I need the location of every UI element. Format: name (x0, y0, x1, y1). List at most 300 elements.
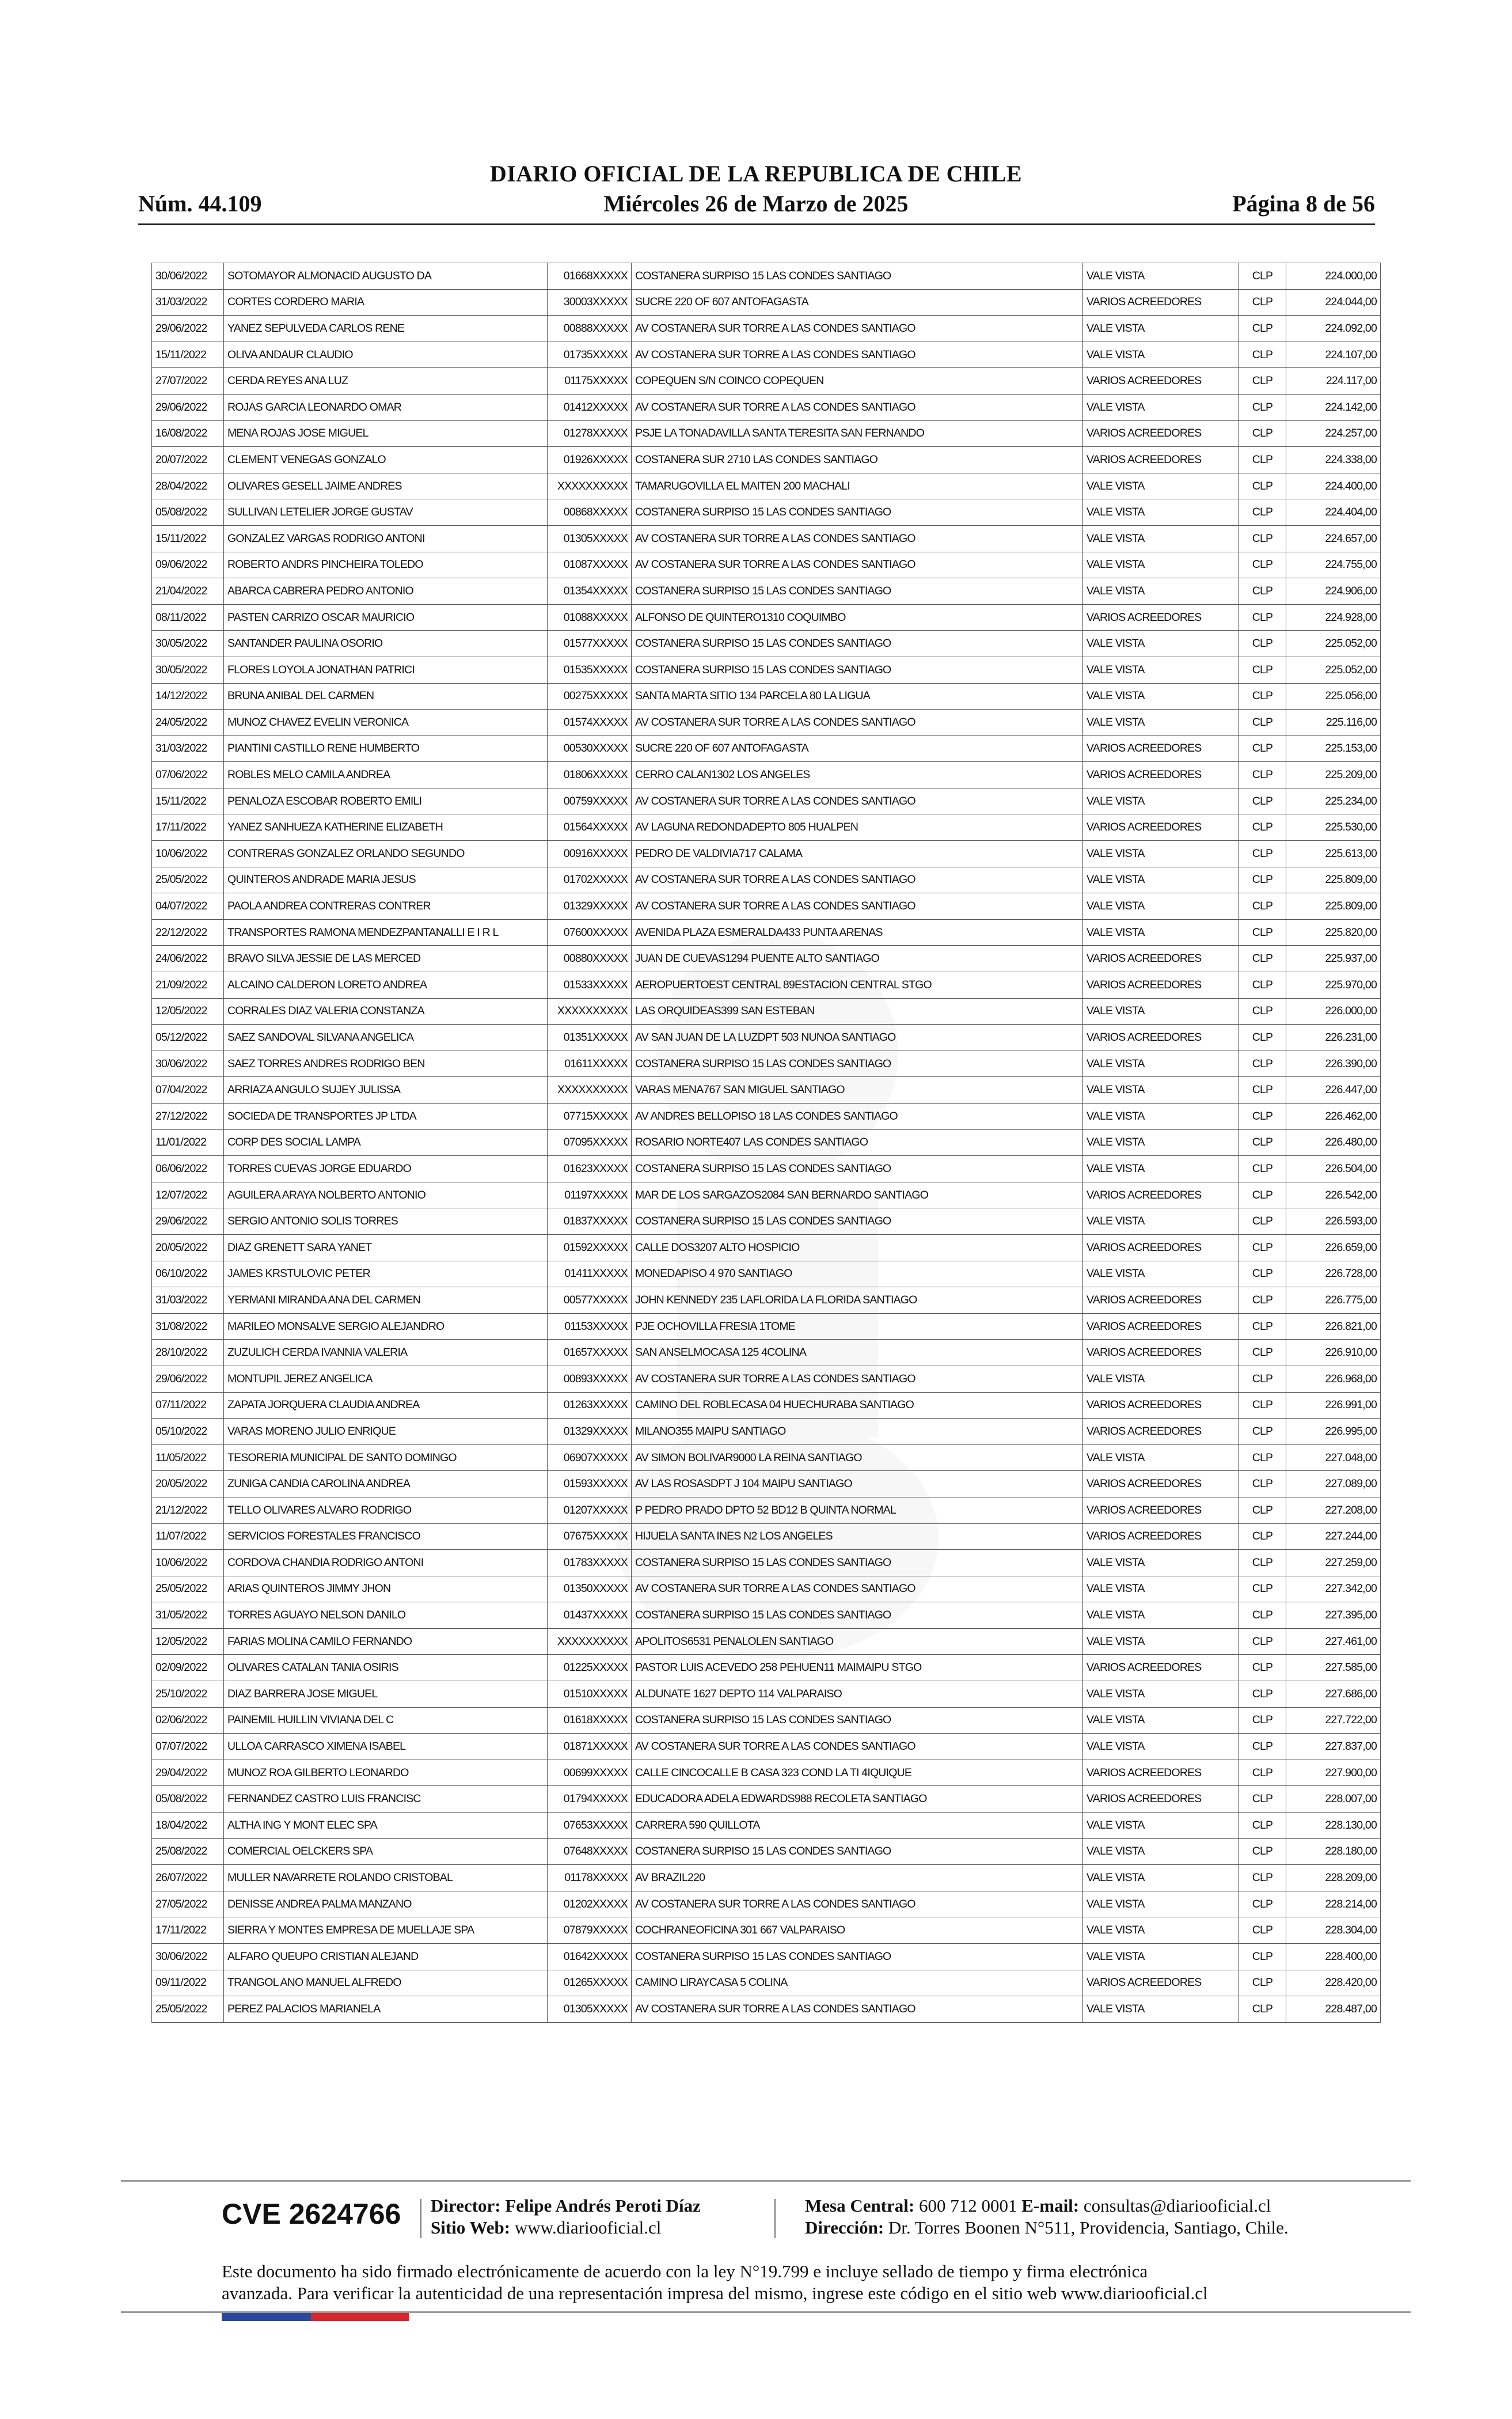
beneficiary-name-cell: GONZALEZ VARGAS RODRIGO ANTONI (224, 525, 548, 552)
document-type-cell: VALE VISTA (1083, 1444, 1239, 1471)
rut-cell: XXXXXXXXXX (548, 473, 632, 499)
currency-cell: CLP (1239, 1471, 1286, 1497)
currency-cell: CLP (1239, 578, 1286, 605)
rut-cell: 01087XXXXX (548, 552, 632, 578)
beneficiary-name-cell: ARRIAZA ANGULO SUJEY JULISSA (224, 1077, 548, 1104)
date-cell: 29/06/2022 (152, 1208, 224, 1235)
currency-cell: CLP (1239, 631, 1286, 657)
address-cell: AV SAN JUAN DE LA LUZDPT 503 NUNOA SANTIAGO (632, 1025, 1083, 1051)
address-cell: CALLE CINCOCALLE B CASA 323 COND LA TI 4IQUIQUE (632, 1760, 1083, 1786)
date-cell: 20/05/2022 (152, 1234, 224, 1261)
table-row (152, 316, 1381, 342)
document-type-cell: VALE VISTA (1083, 1077, 1239, 1104)
table-row (152, 631, 1381, 657)
beneficiary-name-cell: TORRES AGUAYO NELSON DANILO (224, 1602, 548, 1629)
table-row (152, 1760, 1381, 1786)
document-type-cell: VARIOS ACREEDORES (1083, 1970, 1239, 1996)
address-cell: LAS ORQUIDEAS399 SAN ESTEBAN (632, 998, 1083, 1025)
records-table-body (152, 263, 1381, 2023)
address-cell: PEDRO DE VALDIVIA717 CALAMA (632, 841, 1083, 867)
table-row (152, 1602, 1381, 1629)
amount-cell: 226.000,00 (1286, 998, 1381, 1025)
beneficiary-name-cell: PEREZ PALACIOS MARIANELA (224, 1996, 548, 2023)
document-type-cell: VALE VISTA (1083, 841, 1239, 867)
address-cell: AV COSTANERA SUR TORRE A LAS CONDES SANTIAGO (632, 893, 1083, 920)
address-cell: COSTANERA SURPISO 15 LAS CONDES SANTIAGO (632, 631, 1083, 657)
currency-cell: CLP (1239, 762, 1286, 788)
currency-cell: CLP (1239, 289, 1286, 316)
rut-cell: 01175XXXXX (548, 368, 632, 395)
beneficiary-name-cell: MULLER NAVARRETE ROLANDO CRISTOBAL (224, 1865, 548, 1891)
table-row (152, 1865, 1381, 1891)
date-cell: 31/03/2022 (152, 735, 224, 762)
table-row (152, 893, 1381, 920)
page-header (0, 0, 1512, 242)
currency-cell: CLP (1239, 1366, 1286, 1392)
date-cell: 31/03/2022 (152, 289, 224, 316)
table-row (152, 394, 1381, 420)
currency-cell: CLP (1239, 788, 1286, 814)
rut-cell: 00888XXXXX (548, 316, 632, 342)
table-row (152, 1287, 1381, 1314)
table-row (152, 1813, 1381, 1839)
beneficiary-name-cell: ROBLES MELO CAMILA ANDREA (224, 762, 548, 788)
table-row (152, 1104, 1381, 1130)
currency-cell: CLP (1239, 1734, 1286, 1760)
currency-cell: CLP (1239, 710, 1286, 736)
table-row (152, 1366, 1381, 1392)
amount-cell: 224.338,00 (1286, 447, 1381, 473)
amount-cell: 226.659,00 (1286, 1234, 1381, 1261)
amount-cell: 226.991,00 (1286, 1392, 1381, 1419)
table-row (152, 1444, 1381, 1471)
table-row (152, 1025, 1381, 1051)
currency-cell: CLP (1239, 1497, 1286, 1523)
document-type-cell: VALE VISTA (1083, 552, 1239, 578)
date-cell: 12/05/2022 (152, 998, 224, 1025)
currency-cell: CLP (1239, 1944, 1286, 1970)
date-cell: 08/11/2022 (152, 604, 224, 631)
table-row (152, 946, 1381, 972)
document-type-cell: VARIOS ACREEDORES (1083, 1392, 1239, 1419)
address-cell: COSTANERA SURPISO 15 LAS CONDES SANTIAGO (632, 1051, 1083, 1077)
beneficiary-name-cell: CORP DES SOCIAL LAMPA (224, 1129, 548, 1156)
table-row (152, 1234, 1381, 1261)
date-cell: 09/06/2022 (152, 552, 224, 578)
document-type-cell: VALE VISTA (1083, 1734, 1239, 1760)
table-row (152, 1786, 1381, 1813)
address-cell: AV BRAZIL220 (632, 1865, 1083, 1891)
date-cell: 25/05/2022 (152, 867, 224, 893)
amount-cell: 224.142,00 (1286, 394, 1381, 420)
amount-cell: 228.304,00 (1286, 1917, 1381, 1944)
beneficiary-name-cell: ARIAS QUINTEROS JIMMY JHON (224, 1576, 548, 1602)
currency-cell: CLP (1239, 1917, 1286, 1944)
beneficiary-name-cell: DIAZ GRENETT SARA YANET (224, 1234, 548, 1261)
address-cell: AV LAGUNA REDONDADEPTO 805 HUALPEN (632, 814, 1083, 841)
rut-cell: 01535XXXXX (548, 657, 632, 683)
currency-cell: CLP (1239, 841, 1286, 867)
amount-cell: 224.092,00 (1286, 316, 1381, 342)
rut-cell: 07879XXXXX (548, 1917, 632, 1944)
rut-cell: 00577XXXXX (548, 1287, 632, 1314)
address-cell: CALLE DOS3207 ALTO HOSPICIO (632, 1234, 1083, 1261)
amount-cell: 227.395,00 (1286, 1602, 1381, 1629)
address-cell: AV COSTANERA SUR TORRE A LAS CONDES SANTIAGO (632, 1734, 1083, 1760)
amount-cell: 227.461,00 (1286, 1628, 1381, 1655)
rut-cell: 01265XXXXX (548, 1970, 632, 1996)
rut-cell: 07648XXXXX (548, 1838, 632, 1865)
address-cell: EDUCADORA ADELA EDWARDS988 RECOLETA SANTIAGO (632, 1786, 1083, 1813)
address-cell: COSTANERA SURPISO 15 LAS CONDES SANTIAGO (632, 578, 1083, 605)
document-type-cell: VALE VISTA (1083, 1681, 1239, 1708)
website-line (431, 2217, 661, 2238)
rut-cell: 01592XXXXX (548, 1234, 632, 1261)
amount-cell: 226.480,00 (1286, 1129, 1381, 1156)
amount-cell: 226.593,00 (1286, 1208, 1381, 1235)
amount-cell: 228.130,00 (1286, 1813, 1381, 1839)
currency-cell: CLP (1239, 1104, 1286, 1130)
amount-cell: 224.000,00 (1286, 263, 1381, 290)
document-type-cell: VALE VISTA (1083, 1550, 1239, 1576)
document-type-cell: VALE VISTA (1083, 1917, 1239, 1944)
date-cell: 12/05/2022 (152, 1628, 224, 1655)
address-cell: CERRO CALAN1302 LOS ANGELES (632, 762, 1083, 788)
date-cell: 18/04/2022 (152, 1813, 224, 1839)
rut-cell: 01088XXXXX (548, 604, 632, 631)
beneficiary-name-cell: PAOLA ANDREA CONTRERAS CONTRER (224, 893, 548, 920)
document-type-cell: VALE VISTA (1083, 1813, 1239, 1839)
currency-cell: CLP (1239, 1025, 1286, 1051)
rut-cell: 00916XXXXX (548, 841, 632, 867)
amount-cell: 225.209,00 (1286, 762, 1381, 788)
table-row (152, 1944, 1381, 1970)
currency-cell: CLP (1239, 1234, 1286, 1261)
page-indicator: Página 8 de 56 (1232, 191, 1375, 217)
currency-cell: CLP (1239, 1523, 1286, 1550)
rut-cell: 01783XXXXX (548, 1550, 632, 1576)
address-cell: AV COSTANERA SUR TORRE A LAS CONDES SANTIAGO (632, 342, 1083, 368)
date-cell: 05/10/2022 (152, 1419, 224, 1445)
table-row (152, 420, 1381, 447)
rut-cell: 07095XXXXX (548, 1129, 632, 1156)
amount-cell: 226.390,00 (1286, 1051, 1381, 1077)
beneficiary-name-cell: ALCAINO CALDERON LORETO ANDREA (224, 972, 548, 999)
document-type-cell: VALE VISTA (1083, 1366, 1239, 1392)
email-link[interactable]: consultas@diariooficial.cl (1083, 2196, 1271, 2216)
date-cell: 14/12/2022 (152, 683, 224, 710)
date-cell: 26/07/2022 (152, 1865, 224, 1891)
table-row (152, 1497, 1381, 1523)
beneficiary-name-cell: ZAPATA JORQUERA CLAUDIA ANDREA (224, 1392, 548, 1419)
amount-cell: 224.257,00 (1286, 420, 1381, 447)
date-cell: 29/06/2022 (152, 394, 224, 420)
beneficiary-name-cell: OLIVA ANDAUR CLAUDIO (224, 342, 548, 368)
currency-cell: CLP (1239, 1838, 1286, 1865)
amount-cell: 225.153,00 (1286, 735, 1381, 762)
amount-cell: 224.906,00 (1286, 578, 1381, 605)
address-cell: VARAS MENA767 SAN MIGUEL SANTIAGO (632, 1077, 1083, 1104)
currency-cell: CLP (1239, 447, 1286, 473)
document-type-cell: VALE VISTA (1083, 683, 1239, 710)
rut-cell: 01202XXXXX (548, 1891, 632, 1917)
rut-cell: 01837XXXXX (548, 1208, 632, 1235)
table-row (152, 1891, 1381, 1917)
amount-cell: 227.900,00 (1286, 1760, 1381, 1786)
address-cell: AV COSTANERA SUR TORRE A LAS CONDES SANTIAGO (632, 316, 1083, 342)
date-cell: 07/04/2022 (152, 1077, 224, 1104)
currency-cell: CLP (1239, 657, 1286, 683)
address-cell: AV COSTANERA SUR TORRE A LAS CONDES SANTIAGO (632, 1366, 1083, 1392)
table-row (152, 1419, 1381, 1445)
table-row (152, 1628, 1381, 1655)
document-type-cell: VARIOS ACREEDORES (1083, 1655, 1239, 1681)
table-row (152, 1051, 1381, 1077)
amount-cell: 227.089,00 (1286, 1471, 1381, 1497)
beneficiary-name-cell: AGUILERA ARAYA NOLBERTO ANTONIO (224, 1182, 548, 1208)
date-cell: 20/05/2022 (152, 1471, 224, 1497)
beneficiary-name-cell: SERGIO ANTONIO SOLIS TORRES (224, 1208, 548, 1235)
amount-cell: 225.970,00 (1286, 972, 1381, 999)
address-cell: AV ANDRES BELLOPISO 18 LAS CONDES SANTIAGO (632, 1104, 1083, 1130)
amount-cell: 226.968,00 (1286, 1366, 1381, 1392)
beneficiary-name-cell: JAMES KRSTULOVIC PETER (224, 1261, 548, 1287)
rut-cell: 01225XXXXX (548, 1655, 632, 1681)
beneficiary-name-cell: MONTUPIL JEREZ ANGELICA (224, 1366, 548, 1392)
date-cell: 27/05/2022 (152, 1891, 224, 1917)
table-row (152, 1340, 1381, 1366)
currency-cell: CLP (1239, 499, 1286, 526)
document-type-cell: VALE VISTA (1083, 657, 1239, 683)
beneficiary-name-cell: PASTEN CARRIZO OSCAR MAURICIO (224, 604, 548, 631)
document-type-cell: VALE VISTA (1083, 867, 1239, 893)
beneficiary-name-cell: ZUNIGA CANDIA CAROLINA ANDREA (224, 1471, 548, 1497)
director-name: Felipe Andrés Peroti Díaz (505, 2196, 701, 2216)
currency-cell: CLP (1239, 998, 1286, 1025)
date-cell: 21/12/2022 (152, 1497, 224, 1523)
date-cell: 17/11/2022 (152, 1917, 224, 1944)
address-cell: PASTOR LUIS ACEVEDO 258 PEHUEN11 MAIMAIPU STGO (632, 1655, 1083, 1681)
rut-cell: 01197XXXXX (548, 1182, 632, 1208)
rut-cell: 01354XXXXX (548, 578, 632, 605)
document-type-cell: VALE VISTA (1083, 631, 1239, 657)
address-cell: COSTANERA SURPISO 15 LAS CONDES SANTIAGO (632, 1944, 1083, 1970)
table-row (152, 289, 1381, 316)
date-cell: 25/10/2022 (152, 1681, 224, 1708)
table-row (152, 1523, 1381, 1550)
address-cell: ALFONSO DE QUINTERO1310 COQUIMBO (632, 604, 1083, 631)
rut-cell: 01351XXXXX (548, 1025, 632, 1051)
amount-cell: 227.048,00 (1286, 1444, 1381, 1471)
amount-cell: 227.686,00 (1286, 1681, 1381, 1708)
beneficiary-name-cell: FLORES LOYOLA JONATHAN PATRICI (224, 657, 548, 683)
address-cell: SUCRE 220 OF 607 ANTOFAGASTA (632, 735, 1083, 762)
beneficiary-name-cell: CONTRERAS GONZALEZ ORLANDO SEGUNDO (224, 841, 548, 867)
website-link[interactable]: www.diariooficial.cl (514, 2217, 662, 2238)
address-cell: JUAN DE CUEVAS1294 PUENTE ALTO SANTIAGO (632, 946, 1083, 972)
document-type-cell: VALE VISTA (1083, 316, 1239, 342)
document-type-cell: VALE VISTA (1083, 893, 1239, 920)
table-row (152, 735, 1381, 762)
address-cell: AV COSTANERA SUR TORRE A LAS CONDES SANTIAGO (632, 552, 1083, 578)
table-row (152, 1970, 1381, 1996)
rut-cell: 00275XXXXX (548, 683, 632, 710)
document-type-cell: VARIOS ACREEDORES (1083, 604, 1239, 631)
amount-cell: 225.116,00 (1286, 710, 1381, 736)
rut-cell: 07600XXXXX (548, 919, 632, 946)
document-type-cell: VALE VISTA (1083, 1996, 1239, 2023)
amount-cell: 227.722,00 (1286, 1707, 1381, 1734)
beneficiary-name-cell: FARIAS MOLINA CAMILO FERNANDO (224, 1628, 548, 1655)
amount-cell: 228.487,00 (1286, 1996, 1381, 2023)
address-cell: COSTANERA SURPISO 15 LAS CONDES SANTIAGO (632, 263, 1083, 290)
currency-cell: CLP (1239, 1129, 1286, 1156)
date-cell: 11/05/2022 (152, 1444, 224, 1471)
amount-cell: 224.404,00 (1286, 499, 1381, 526)
document-type-cell: VARIOS ACREEDORES (1083, 1340, 1239, 1366)
date-cell: 11/01/2022 (152, 1129, 224, 1156)
date-cell: 07/07/2022 (152, 1734, 224, 1760)
date-cell: 30/05/2022 (152, 657, 224, 683)
rut-cell: XXXXXXXXXX (548, 998, 632, 1025)
legal-notice-line: avanzada. Para verificar la autenticidad de una representación impresa del mismo, ingrese este código en el sitio web www.diariooficial.cl (222, 2283, 1208, 2303)
amount-cell: 225.809,00 (1286, 867, 1381, 893)
address-value: Dr. Torres Boonen N°511, Providencia, Santiago, Chile. (888, 2217, 1289, 2238)
amount-cell: 224.755,00 (1286, 552, 1381, 578)
currency-cell: CLP (1239, 1891, 1286, 1917)
document-type-cell: VALE VISTA (1083, 342, 1239, 368)
date-cell: 30/05/2022 (152, 631, 224, 657)
document-type-cell: VALE VISTA (1083, 919, 1239, 946)
amount-cell: 226.910,00 (1286, 1340, 1381, 1366)
address-cell: AV COSTANERA SUR TORRE A LAS CONDES SANTIAGO (632, 1891, 1083, 1917)
date-cell: 15/11/2022 (152, 788, 224, 814)
address-cell: ROSARIO NORTE407 LAS CONDES SANTIAGO (632, 1129, 1083, 1156)
date-cell: 29/04/2022 (152, 1760, 224, 1786)
address-cell: COPEQUEN S/N COINCO COPEQUEN (632, 368, 1083, 395)
amount-cell: 226.447,00 (1286, 1077, 1381, 1104)
document-type-cell: VARIOS ACREEDORES (1083, 1786, 1239, 1813)
date-cell: 30/06/2022 (152, 1051, 224, 1077)
document-type-cell: VALE VISTA (1083, 499, 1239, 526)
document-type-cell: VARIOS ACREEDORES (1083, 1523, 1239, 1550)
beneficiary-name-cell: ULLOA CARRASCO XIMENA ISABEL (224, 1734, 548, 1760)
address-cell: MILANO355 MAIPU SANTIAGO (632, 1419, 1083, 1445)
rut-cell: 01207XXXXX (548, 1497, 632, 1523)
date-cell: 12/07/2022 (152, 1182, 224, 1208)
currency-cell: CLP (1239, 1707, 1286, 1734)
document-type-cell: VALE VISTA (1083, 1576, 1239, 1602)
rut-cell: 01668XXXXX (548, 263, 632, 290)
table-row (152, 1313, 1381, 1340)
beneficiary-name-cell: TRANGOL ANO MANUEL ALFREDO (224, 1970, 548, 1996)
address-cell: AV COSTANERA SUR TORRE A LAS CONDES SANTIAGO (632, 394, 1083, 420)
amount-cell: 226.462,00 (1286, 1104, 1381, 1130)
amount-cell: 225.613,00 (1286, 841, 1381, 867)
document-type-cell: VALE VISTA (1083, 788, 1239, 814)
date-cell: 28/10/2022 (152, 1340, 224, 1366)
date-cell: 30/06/2022 (152, 263, 224, 290)
cve-code: CVE 2624766 (222, 2198, 401, 2230)
address-cell: COSTANERA SUR 2710 LAS CONDES SANTIAGO (632, 447, 1083, 473)
address-cell: AV COSTANERA SUR TORRE A LAS CONDES SANTIAGO (632, 710, 1083, 736)
rut-cell: 01577XXXXX (548, 631, 632, 657)
issue-date: Miércoles 26 de Marzo de 2025 (603, 191, 909, 217)
document-type-cell: VALE VISTA (1083, 1944, 1239, 1970)
date-cell: 21/04/2022 (152, 578, 224, 605)
currency-cell: CLP (1239, 867, 1286, 893)
table-row (152, 710, 1381, 736)
amount-cell: 227.837,00 (1286, 1734, 1381, 1760)
flag-stripe-red (311, 2313, 409, 2321)
beneficiary-name-cell: SULLIVAN LETELIER JORGE GUSTAV (224, 499, 548, 526)
date-cell: 24/05/2022 (152, 710, 224, 736)
rut-cell: 01657XXXXX (548, 1340, 632, 1366)
currency-cell: CLP (1239, 604, 1286, 631)
date-cell: 02/09/2022 (152, 1655, 224, 1681)
beneficiary-name-cell: BRUNA ANIBAL DEL CARMEN (224, 683, 548, 710)
table-row (152, 1156, 1381, 1182)
beneficiary-name-cell: ROJAS GARCIA LEONARDO OMAR (224, 394, 548, 420)
table-row (152, 1208, 1381, 1235)
table-row (152, 499, 1381, 526)
currency-cell: CLP (1239, 342, 1286, 368)
currency-cell: CLP (1239, 919, 1286, 946)
amount-cell: 224.044,00 (1286, 289, 1381, 316)
date-cell: 15/11/2022 (152, 342, 224, 368)
table-row (152, 1576, 1381, 1602)
currency-cell: CLP (1239, 1182, 1286, 1208)
rut-cell: 01411XXXXX (548, 1261, 632, 1287)
mesa-label: Mesa Central: (805, 2196, 915, 2216)
table-row (152, 447, 1381, 473)
rut-cell: 01263XXXXX (548, 1392, 632, 1419)
beneficiary-name-cell: CORTES CORDERO MARIA (224, 289, 548, 316)
beneficiary-name-cell: FERNANDEZ CASTRO LUIS FRANCISC (224, 1786, 548, 1813)
table-row (152, 683, 1381, 710)
address-cell: AV COSTANERA SUR TORRE A LAS CONDES SANTIAGO (632, 788, 1083, 814)
table-row (152, 368, 1381, 395)
rut-cell: 01735XXXXX (548, 342, 632, 368)
rut-cell: 00759XXXXX (548, 788, 632, 814)
rut-cell: XXXXXXXXXX (548, 1628, 632, 1655)
rut-cell: 01642XXXXX (548, 1944, 632, 1970)
table-row (152, 473, 1381, 499)
address-cell: AV LAS ROSASDPT J 104 MAIPU SANTIAGO (632, 1471, 1083, 1497)
table-row (152, 867, 1381, 893)
beneficiary-name-cell: YANEZ SANHUEZA KATHERINE ELIZABETH (224, 814, 548, 841)
date-cell: 11/07/2022 (152, 1523, 224, 1550)
rut-cell: 00530XXXXX (548, 735, 632, 762)
table-row (152, 762, 1381, 788)
date-cell: 25/05/2022 (152, 1576, 224, 1602)
currency-cell: CLP (1239, 1996, 1286, 2023)
currency-cell: CLP (1239, 1576, 1286, 1602)
date-cell: 02/06/2022 (152, 1707, 224, 1734)
amount-cell: 225.809,00 (1286, 893, 1381, 920)
currency-cell: CLP (1239, 525, 1286, 552)
address-cell: AV COSTANERA SUR TORRE A LAS CONDES SANTIAGO (632, 525, 1083, 552)
footer-divider-top (121, 2180, 1411, 2182)
date-cell: 10/06/2022 (152, 1550, 224, 1576)
date-cell: 15/11/2022 (152, 525, 224, 552)
beneficiary-name-cell: TORRES CUEVAS JORGE EDUARDO (224, 1156, 548, 1182)
address-cell: SAN ANSELMOCASA 125 4COLINA (632, 1340, 1083, 1366)
address-cell: COSTANERA SURPISO 15 LAS CONDES SANTIAGO (632, 1838, 1083, 1865)
address-cell: AV COSTANERA SUR TORRE A LAS CONDES SANTIAGO (632, 867, 1083, 893)
currency-cell: CLP (1239, 473, 1286, 499)
document-type-cell: VARIOS ACREEDORES (1083, 814, 1239, 841)
